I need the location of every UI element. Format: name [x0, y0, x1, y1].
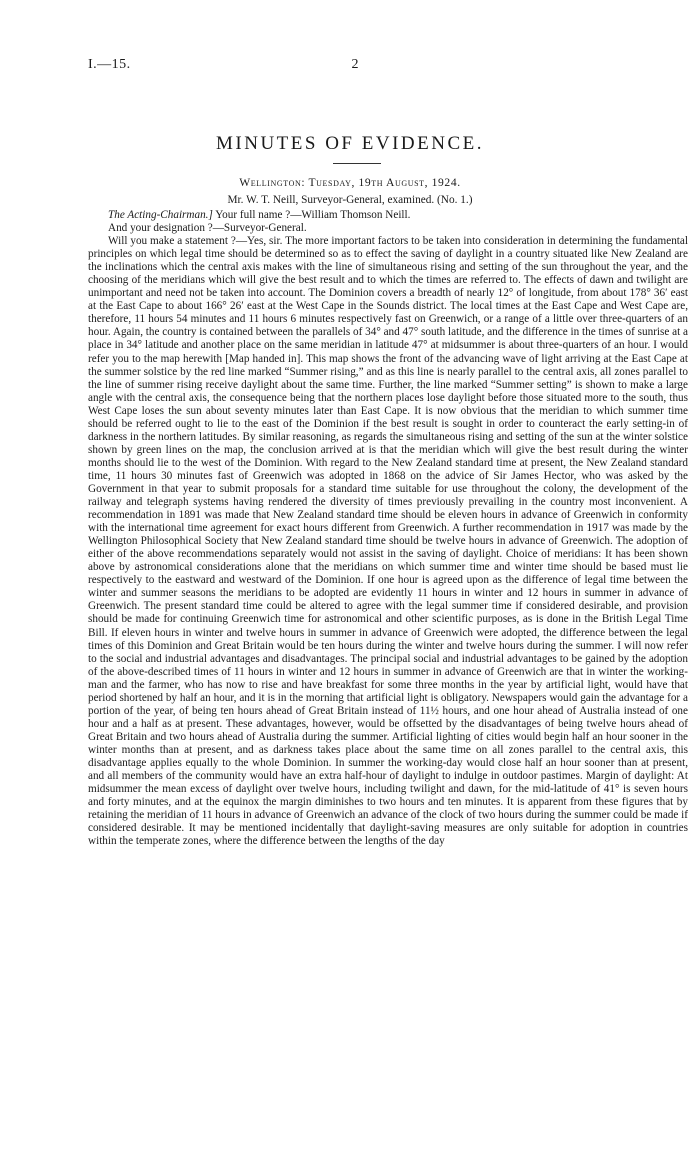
dateline: Wellington: Tuesday, 19th August, 1924.: [239, 176, 461, 189]
paragraph-text: Will you make a statement ?—Yes, sir. The more important factors to be taken into consideration in determining the fundamental principles on which legal time should be determined so as to effect the saving of daylight in a country situated like New Zealand are the inclinations which the central axis makes with the line of simultaneous rising and setting of the sun throughout the year, and the choosing of the meridians which will give the best result and to which the times are referred to. The effects of dawn and twilight are unimportant and need not be taken into account. The Dominion covers a breadth of nearly 12° of longitude, from about 178° 36′ east at the East Cape to about 166° 26′ east at the West Cape in the Sounds district. The local times at the East Cape and West Cape are, therefore, 11 hours 54 minutes and 11 hours 6 minutes respectively fast on Greenwich, or a range of a little over three-quarters of an hour. Again, the country is contained between the parallels of 34° and 47° south latitude, and the difference in the times of sunrise at a place in 34° latitude and another place on the same meridian in latitude 47° at midsummer is about three-quarters of an hour. I would refer you to the map herewith [Map handed in]. This map shows the front of the advancing wave of light arriving at the East Cape at the summer solstice by the red line marked “Summer rising,” and as this line is nearly parallel to the central axis, all zones parallel to the line of summer rising receive daylight about the same time. Further, the line marked “Summer setting” is shown to make a large angle with the central axis, the consequence being that the northern places lose daylight before those situated more to the south, thus West Cape loses the sun about seventy minutes later than East Cape. It is now obvious that the meridian to which summer time should be referred ought to lie to the east of the Dominion if the best result is sought in order to counteract the early setting-in of darkness in the northern latitudes. By similar reasoning, as regards the simultaneous rising and setting of the sun at the winter solstice shown by green lines on the map, the conclusion arrived at is that the meridian which will give the best result during the winter months should lie to the west of the Dominion. With regard to the New Zealand standard time at present, the New Zealand standard time, 11 hours 30 minutes fast of Greenwich was adopted in 1868 on the advice of Sir James Hector, who was asked by the Government in that year to submit proposals for a standard time suitable for use throughout the colony, the development of the railway and telegraph systems having rendered the diversity of times previously prevailing in the country most inconvenient. A recommendation in 1891 was made that New Zealand standard time should be eleven hours in advance of Greenwich in conformity with the international time agreement for exact hours different from Greenwich. A further recommendation in 1917 was made by the Wellington Philosophical Society that New Zealand standard time should be twelve hours in advance of Greenwich. The adoption of either of the above recommendations separately would not assist in the saving of daylight. Choice of meridians: It has been shown above by astronomical considerations alone that the meridians on which summer time and winter time should be based must lie respectively to the eastward and westward of the Dominion. If one hour is agreed upon as the difference of legal time between the winter and summer seasons the meridians to be adopted are evidently 11 hours in winter and 12 hours in summer in advance of Greenwich. The present standard time could be altered to agree with the legal summer time if considered desirable, and provision should be made for continuing Greenwich time for astronomical and other scientific purposes, as is done in the British Legal Time Bill. If eleven hours in winter and twelve hours in summer in advance of Greenwich were adopted, the difference between the legal times of this Dominion and Great Britain would be ten hours during the winter and twelve hours during the summer. I will now refer to the social and industrial advantages and disadvantages. The principal social and industrial advantages to be gained by the adoption of the above-described times of 11 hours in winter and 12 hours in summer in advance of Greenwich are that in winter the working-man and the farmer, who has now to rise and have breakfast for some three months in the year by artificial light, would have that period shortened by half an hour, and it is in the morning that artificial light is obligatory. Newspapers would gain the advantage for a portion of the year, of being ten hours ahead of Great Britain instead of 11½ hours, and one hour ahead of Australia instead of one hour and a half as at present. These advantages, however, would be offsetted by the disadvantages of being twelve hours ahead of Great Britain and two hours ahead of Australia during the summer. Artificial lighting of cities would begin half an hour sooner in the winter months than at present, and as darkness takes place about the same time on all zones parallel to the central axis, this disadvantage applies equally to the whole Dominion. In summer the working-day would close half an hour sooner than at present, and all members of the community would have an extra half-hour of daylight to indulge in outdoor pastimes. Margin of daylight: At midsummer the mean excess of daylight over twelve hours, including twilight and dawn, for the mid-latitude of 41° is seven hours and forty minutes, and at the equinox the margin diminishes to two hours and ten minutes. It is apparent from these figures that by retaining the meridian of 11 hours in advance of Greenwich an advance of the clock of two hours during the summer could be made if considered desirable. It may be mentioned incidentally that daylight-saving measures are only suitable for adoption in countries within the temperate zones, where the difference between the lengths of the day: [88, 235, 688, 848]
paper-reference: I.—15.: [88, 57, 131, 72]
evidence-body: [88, 209, 688, 848]
page-number: 2: [351, 57, 359, 72]
evidence-paragraph: [88, 222, 688, 235]
paragraph-text: And your designation ?—Surveyor-General.: [108, 222, 307, 235]
witness-line: Mr. W. T. Neill, Surveyor-General, examined. (No. 1.): [227, 194, 473, 206]
title-rule: [333, 163, 381, 164]
speaker-label: The Acting-Chairman.]: [108, 209, 213, 221]
paragraph-text: Your full name ?—William Thomson Neill.: [212, 209, 411, 221]
evidence-paragraph: [88, 209, 688, 222]
page-title: MINUTES OF EVIDENCE.: [216, 133, 484, 154]
evidence-paragraph: [88, 235, 688, 848]
